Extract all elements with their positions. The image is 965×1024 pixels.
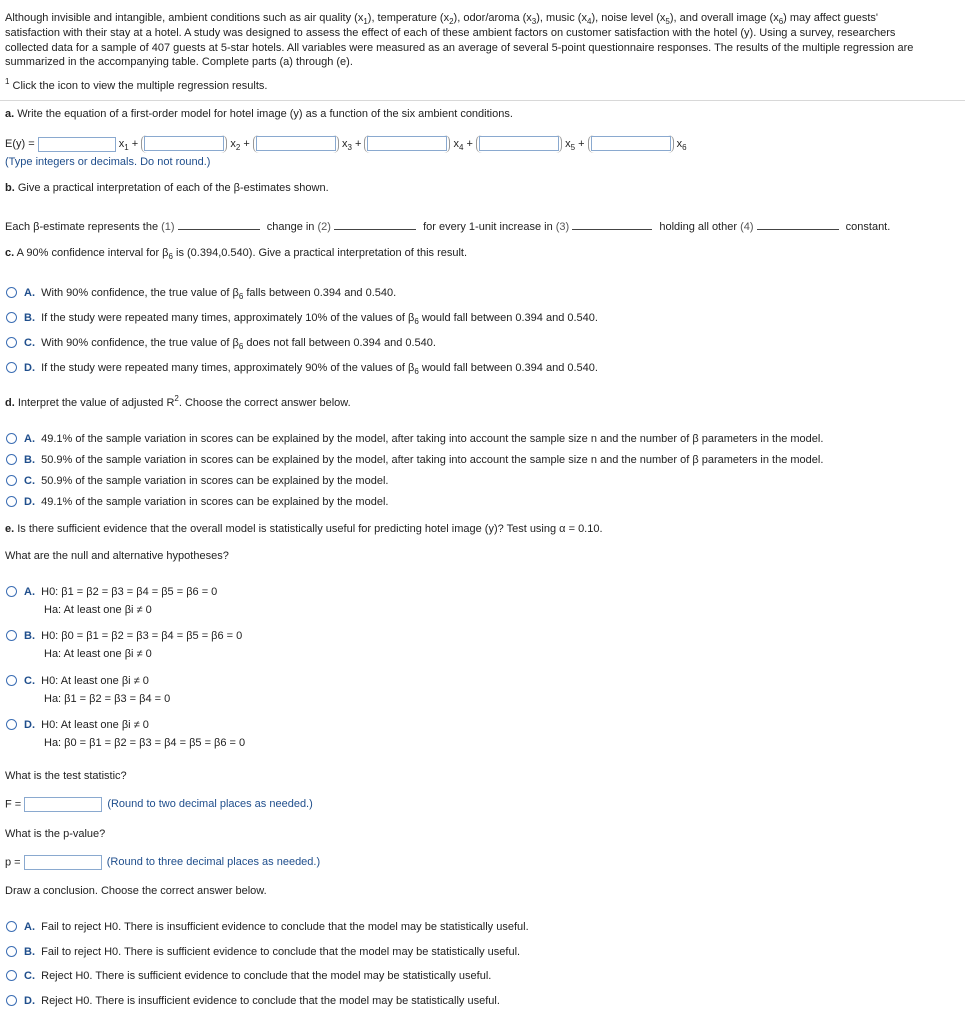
option-c-d[interactable]: D. If the study were repeated many times, approximately 90% of the values of $\beta_6$ would fall between 0.394 and 0.540. (24, 362, 598, 376)
option-h-b-radio[interactable] (6, 630, 17, 641)
divider (0, 100, 965, 101)
option-c-d-radio[interactable] (6, 362, 17, 373)
option-d-c[interactable]: C. 50.9% of the sample variation in scores can be explained by the model. (24, 475, 389, 487)
option-d-d-radio[interactable] (6, 496, 17, 507)
beta5-input[interactable] (591, 136, 671, 151)
option-h-d[interactable]: D. H0: At least one βi ≠ 0 (24, 719, 149, 731)
regression-results-link[interactable]: $^1$ Click the icon to view the multiple regression results. (5, 77, 268, 92)
part-b-question: b. Give a practical interpretation of each of the β-estimates shown. (5, 182, 329, 194)
intro-line-4: summarized in the accompanying table. Complete parts (a) through (e). (5, 56, 353, 68)
option-h-d-radio[interactable] (6, 719, 17, 730)
hypotheses-question: What are the null and alternative hypotheses? (5, 550, 229, 562)
option-d-a-radio[interactable] (6, 433, 17, 444)
option-d-d[interactable]: D. 49.1% of the sample variation in scores can be explained by the model. (24, 496, 389, 508)
option-e-c-radio[interactable] (6, 970, 17, 981)
conclusion-question: Draw a conclusion. Choose the correct answer below. (5, 885, 267, 897)
option-c-a[interactable]: A. With 90% confidence, the true value of $\beta_6$ falls between 0.394 and 0.540. (24, 287, 397, 301)
option-d-a[interactable]: A. 49.1% of the sample variation in scores can be explained by the model, after taking into account the sample size n and the number of β parameters in the model. (24, 433, 824, 445)
part-c-question: c. A 90% confidence interval for $\beta_6$ is (0.394,0.540). Give a practical interpretation of this result. (5, 247, 468, 261)
option-e-c[interactable]: C. Reject H0. There is sufficient evidence to conclude that the model may be statistically useful. (24, 970, 492, 982)
option-e-d[interactable]: D. Reject H0. There is insufficient evidence to conclude that the model may be statistically useful. (24, 995, 500, 1007)
beta3-input[interactable] (367, 136, 447, 151)
option-c-c-radio[interactable] (6, 337, 17, 348)
option-e-a-radio[interactable] (6, 921, 17, 932)
intro-line-1: Although invisible and intangible, ambient conditions such as air quality $(x_1)$, temperature $(x_2)$, odor/aroma $(x_3)$, music $(x_4)$, noise level $(x_5)$, and overall image $(x_6)$ may affect guests' (5, 12, 878, 26)
dropdown-4[interactable] (757, 219, 839, 230)
option-h-d-alt: Ha: β0 = β1 = β2 = β3 = β4 = β5 = β6 = 0 (44, 737, 246, 749)
dropdown-3[interactable] (572, 219, 652, 230)
beta2-input[interactable] (256, 136, 336, 151)
option-e-d-radio[interactable] (6, 995, 17, 1006)
dropdown-1[interactable] (178, 219, 260, 230)
option-c-b-radio[interactable] (6, 312, 17, 323)
option-h-b[interactable]: B. H0: β0 = β1 = β2 = β3 = β4 = β5 = β6 = 0 (24, 630, 243, 642)
footnote-mark: 1 (5, 77, 10, 86)
part-a-question: a. Write the equation of a first-order model for hotel image (y) as a function of the six ambient conditions. (5, 108, 513, 120)
option-d-b-radio[interactable] (6, 454, 17, 465)
f-row: F = (Round to two decimal places as needed.) (5, 798, 313, 811)
beta1-input[interactable] (144, 136, 224, 151)
interpretation-sentence: Each β-estimate represents the (1) change in (2) for every 1-unit increase in (3) holding all other (4) constant. (5, 221, 891, 233)
option-h-a-alt: Ha: At least one βi ≠ 0 (44, 604, 152, 616)
option-e-a[interactable]: A. Fail to reject H0. There is insufficient evidence to conclude that the model may be statistically useful. (24, 921, 529, 933)
intro-line-2: satisfaction with their stay at a hotel. A study was designed to assess the effect of each of these ambient factors on customer satisfaction with the hotel (y). Using a survey, researchers (5, 27, 896, 39)
option-c-a-radio[interactable] (6, 287, 17, 298)
p-row: p = (Round to three decimal places as needed.) (5, 856, 321, 869)
option-d-b[interactable]: B. 50.9% of the sample variation in scores can be explained by the model, after taking into account the sample size n and the number of β parameters in the model. (24, 454, 824, 466)
option-h-c[interactable]: C. H0: At least one βi ≠ 0 (24, 675, 149, 687)
dropdown-2[interactable] (334, 219, 416, 230)
intro-line-3: collected data for a sample of 407 guests at 5-star hotels. All variables were measured as an average of several 5-point questionnaire responses. The results of the multiple regression are (5, 42, 914, 54)
test-statistic-question: What is the test statistic? (5, 770, 127, 782)
option-c-c[interactable]: C. With 90% confidence, the true value of $\beta_6$ does not fall between 0.394 and 0.540. (24, 337, 436, 351)
option-c-b[interactable]: B. If the study were repeated many times, approximately 10% of the values of $\beta_6$ would fall between 0.394 and 0.540. (24, 312, 598, 326)
option-h-c-alt: Ha: β1 = β2 = β3 = β4 = 0 (44, 693, 171, 705)
beta0-input[interactable] (38, 137, 116, 152)
part-a-hint: (Type integers or decimals. Do not round.) (5, 156, 211, 168)
option-h-b-alt: Ha: At least one βi ≠ 0 (44, 648, 152, 660)
part-d-question: d. Interpret the value of adjusted $R^2$. Choose the correct answer below. (5, 394, 351, 409)
option-e-b-radio[interactable] (6, 946, 17, 957)
option-d-c-radio[interactable] (6, 475, 17, 486)
equation-row: $E(y) = x_1 + x_2 + x_3 + x_4 + x_5 + x_6$ (5, 135, 687, 153)
option-h-a[interactable]: A. H0: β1 = β2 = β3 = β4 = β5 = β6 = 0 (24, 586, 218, 598)
option-h-c-radio[interactable] (6, 675, 17, 686)
f-stat-input[interactable] (24, 797, 102, 812)
part-e-question: e. Is there sufficient evidence that the overall model is statistically useful for predicting hotel image (y)? Test using α = 0.10. (5, 523, 603, 535)
option-h-a-radio[interactable] (6, 586, 17, 597)
option-e-b[interactable]: B. Fail to reject H0. There is sufficient evidence to conclude that the model may be statistically useful. (24, 946, 521, 958)
beta4-input[interactable] (479, 136, 559, 151)
p-value-question: What is the p-value? (5, 828, 106, 840)
p-value-input[interactable] (24, 855, 102, 870)
